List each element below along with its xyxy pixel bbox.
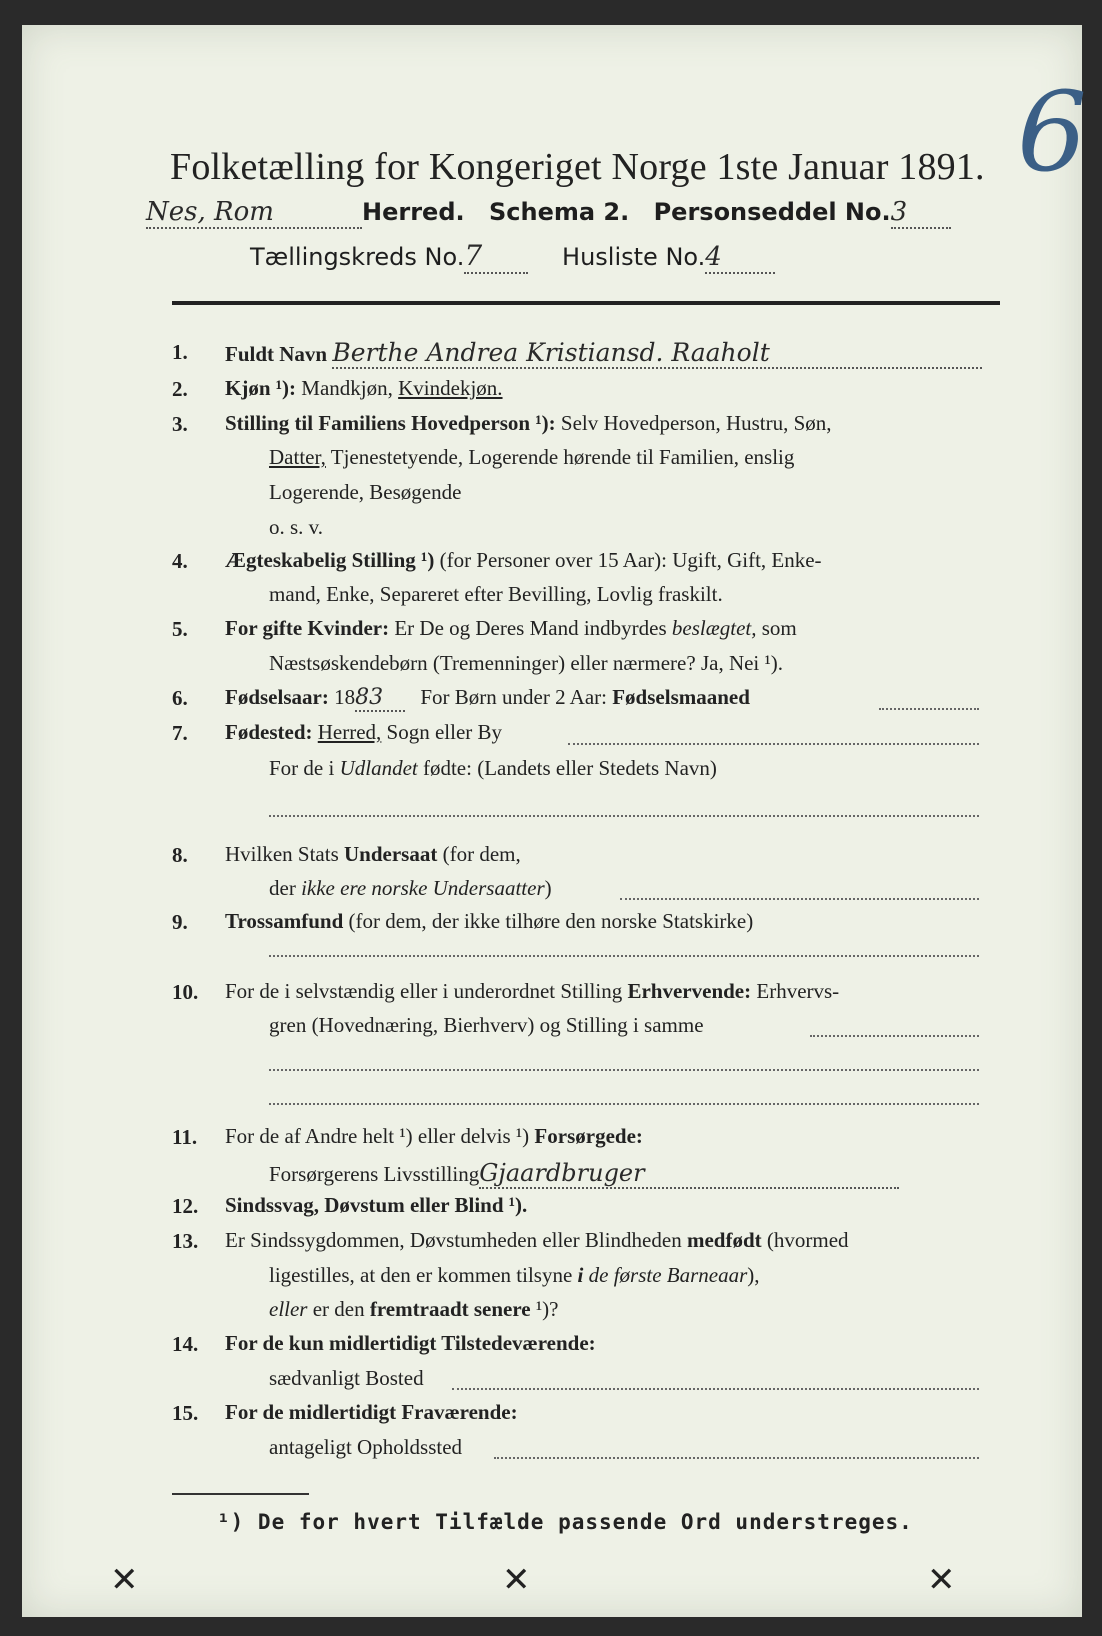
header-kreds-row [250,239,775,274]
personseddel-label: Personseddel No. [653,198,891,226]
text: (hvormed [766,1228,849,1252]
item-medfodt-cont: ligestilles, at den er kommen tilsyne i de første Barneaar), [269,1263,760,1287]
text: ) [544,876,552,900]
header-rule [172,301,1000,305]
text-italic: Udlandet [339,756,418,780]
text-italic: ikke ere norske Undersaatter [301,876,545,900]
text: Selv Hovedperson, Hustru, Søn, [560,411,832,435]
text: som [761,616,797,640]
item-number: 15. [172,1401,199,1425]
text-italic: eller [269,1297,308,1321]
item-number: 4. [172,549,188,573]
item-stilling [225,411,832,436]
item-number: 7. [172,721,188,745]
text: Erhvervs- [756,979,840,1003]
dot-leader [269,815,979,817]
item-erhverv [225,979,839,1004]
text: mand, Enke, Separeret efter Bevilling, Lovlig fraskilt. [269,582,723,606]
option-kvindekjon-selected: Kvindekjøn. [398,376,503,400]
text: gren (Hovednæring, Bierhverv) og Stilling i samme [269,1013,704,1037]
item-sindssvag [225,1193,527,1218]
item-fuldt-navn [225,338,982,369]
year-prefix: 18 [334,685,356,709]
text: ¹)? [535,1297,559,1321]
dot-leader [494,1457,979,1459]
dot-leader [269,1069,979,1071]
text: For Børn under 2 Aar: [420,685,607,709]
label: Fødselsmaaned [612,685,750,709]
schema-label: Schema 2. [488,198,630,226]
label: For gifte Kvinder: [225,616,390,640]
item-number: 1. [172,340,188,364]
item-number: 10. [172,980,199,1004]
text: Næstsøskendebørn (Tremenninger) eller nærmere? Ja, Nei ¹). [269,651,784,675]
item-gifte-kvinder [225,616,797,641]
text: Tjenestetyende, Logerende hørende til Familien, enslig [330,445,795,469]
label: Forsørgede: [534,1124,643,1148]
item-number: 8. [172,843,188,867]
item-number: 13. [172,1229,199,1253]
footnote-rule [172,1493,309,1495]
text: sædvanligt Bosted [269,1366,424,1390]
dot-leader [810,1035,979,1037]
item-kjon [225,376,503,401]
option-mandkjon: Mandkjøn, [301,376,393,400]
label: Ægteskabelig Stilling ¹) [225,548,435,572]
text: o. s. v. [269,515,324,539]
label: Erhvervende: [627,979,752,1003]
label: For de kun midlertidigt Tilstedeværende: [225,1331,596,1355]
item-fodested-udland [269,756,717,781]
label: fremtraadt senere [369,1297,531,1321]
item-stilling-cont [269,445,794,470]
text: (for dem, der ikke tilhøre den norske Statskirke) [348,909,754,933]
item-number: 12. [172,1194,199,1218]
text: For de i [269,756,335,780]
label: Fødselsaar: [225,685,329,709]
text-italic: i [577,1263,584,1287]
item-number: 5. [172,617,188,641]
item-senere [269,1297,559,1322]
item-number: 9. [172,910,188,934]
corner-mark-left: ✕ [110,1560,139,1600]
label: Undersaat [344,842,438,866]
label: Fødested: [225,720,313,744]
text: Er Sindssygdommen, Døvstumheden eller Blindheden [225,1228,682,1252]
herred-label: Herred. [362,198,465,226]
corner-mark-right: ✕ [927,1560,956,1600]
option-datter-selected: Datter, [269,445,326,469]
label: Sindssvag, Døvstum eller Blind ¹). [225,1193,528,1217]
text: For de af Andre helt ¹) eller delvis ¹) [225,1124,530,1148]
taellingskreds-value: 7 [464,239,528,274]
header-herred-row [146,197,951,229]
corner-mark-center: ✕ [502,1560,531,1600]
year-value: 83 [355,685,405,712]
item-forsorgede [225,1124,643,1149]
item-trossamfund [225,909,753,934]
item-tilstedevaerende [225,1331,596,1356]
text: For de i selvstændig eller i underordnet Stilling [225,979,623,1003]
form-title: Folketælling for Kongeriget Norge 1ste Januar 1891. [170,146,985,188]
dot-leader [269,955,979,957]
item-aegteskab [225,548,822,573]
husliste-value: 4 [705,242,775,274]
label: Trossamfund [225,909,344,933]
option-herred-selected: Herred, [317,720,382,744]
item-number: 3. [172,412,188,436]
dot-leader [620,898,979,900]
text: fødte: (Landets eller Stedets Navn) [422,756,717,780]
name-value: Berthe Andrea Kristiansd. Raaholt [332,338,982,369]
text: (for dem, [442,842,521,866]
footnote: ¹) De for hvert Tilfælde passende Ord understreges. [217,1510,913,1534]
label: Forsørgerens Livsstilling [269,1162,480,1186]
item-fodselsaar [225,685,750,712]
text: Sogn eller By [386,720,503,744]
item-undersaat [225,842,521,867]
item-number: 11. [172,1125,198,1149]
item-number: 14. [172,1332,199,1356]
census-form-page [22,25,1087,1617]
herred-value: Nes, Rom [146,197,362,229]
page-number-handwritten: 6 [1017,68,1087,196]
label: medfødt [686,1228,762,1252]
husliste-label: Husliste No. [562,243,706,271]
text: (for Personer over 15 Aar): Ugift, Gift, Enke- [439,548,822,572]
dot-leader [269,1103,979,1105]
dot-leader [452,1388,979,1390]
item-fravaerende [225,1400,518,1425]
text: der [269,876,296,900]
item-forsorger [269,1159,899,1189]
item-fodested [225,720,502,745]
taellingskreds-label: Tællingskreds No. [250,243,465,271]
text-italic: de første Barneaar [588,1263,748,1287]
personseddel-value: 3 [891,197,951,229]
text: Er De og Deres Mand indbyrdes [394,616,667,640]
dot-leader [879,708,979,710]
item-number: 2. [172,377,188,401]
livsstilling-value: Gjaardbruger [479,1159,899,1189]
text-italic: beslægtet, [671,616,757,640]
item-medfodt [225,1228,849,1253]
text: Logerende, Besøgende [269,480,462,504]
item-undersaat-cont [269,876,552,901]
item-number: 6. [172,686,188,710]
text: er den [312,1297,365,1321]
text: ligestilles, at den er kommen tilsyne [269,1263,573,1287]
label: For de midlertidigt Fraværende: [225,1400,518,1424]
dot-leader [568,743,979,745]
text: Hvilken Stats [225,842,339,866]
text: antageligt Opholdssted [269,1435,463,1459]
label: Kjøn ¹): [225,376,297,400]
label: Fuldt Navn [225,342,328,366]
label: Stilling til Familiens Hovedperson ¹): [225,411,556,435]
